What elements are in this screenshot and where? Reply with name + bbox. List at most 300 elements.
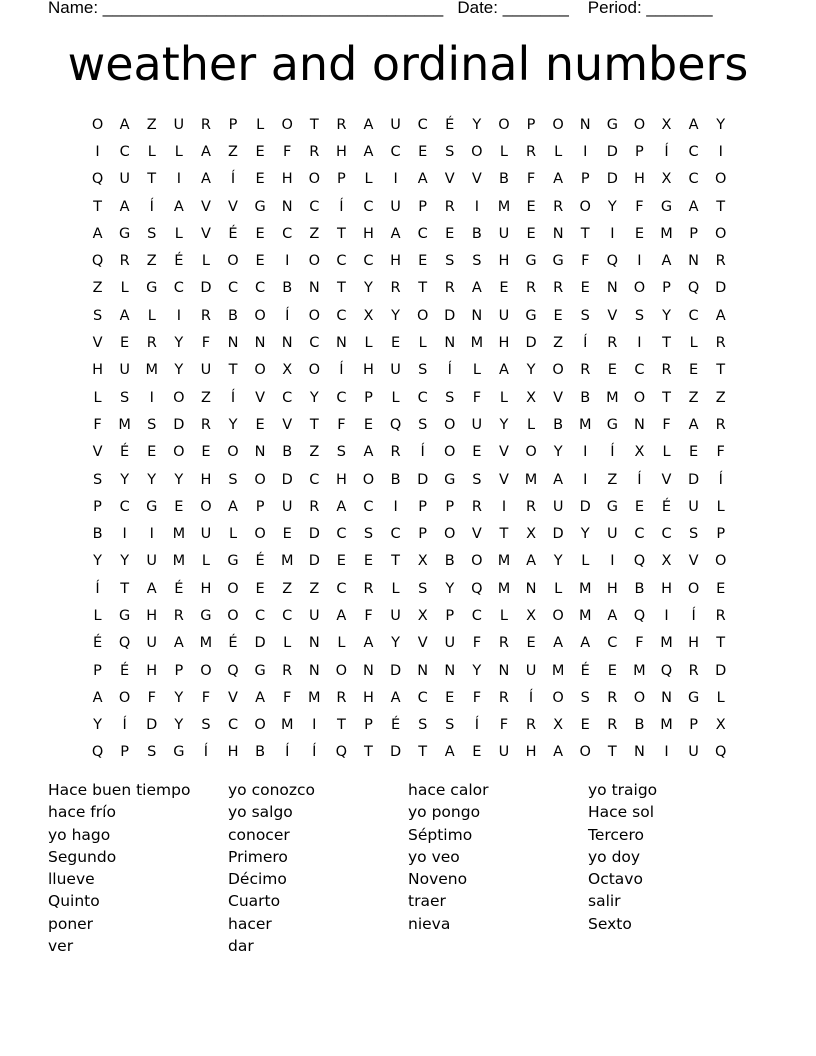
grid-letter: C bbox=[688, 171, 699, 188]
grid-letter: S bbox=[580, 307, 590, 324]
grid-letter: N bbox=[254, 444, 266, 461]
grid-letter: I bbox=[176, 307, 181, 324]
grid-letter: F bbox=[364, 607, 373, 624]
grid-letter: A bbox=[200, 171, 211, 188]
grid-letter: I bbox=[583, 471, 588, 488]
grid-letter: H bbox=[363, 362, 374, 379]
grid-letter: O bbox=[308, 362, 320, 379]
grid-letter: R bbox=[715, 607, 726, 624]
grid-letter: É bbox=[390, 717, 401, 734]
grid-letter: N bbox=[525, 580, 537, 597]
grid-letter: C bbox=[363, 253, 374, 270]
grid-letter: Y bbox=[472, 662, 482, 679]
grid-letter: R bbox=[607, 689, 618, 706]
grid-row bbox=[84, 548, 736, 575]
grid-letter: G bbox=[119, 225, 131, 242]
grid-letter: Í bbox=[610, 444, 615, 461]
grid-letter: B bbox=[634, 580, 645, 597]
grid-letter: G bbox=[254, 662, 266, 679]
grid-letter: S bbox=[120, 389, 130, 406]
grid-letter: D bbox=[254, 635, 266, 652]
grid-letter: C bbox=[227, 280, 239, 297]
grid-letter: O bbox=[633, 389, 646, 406]
grid-letter: S bbox=[147, 225, 157, 242]
grid-letter: X bbox=[526, 607, 537, 624]
grid-letter: H bbox=[92, 362, 103, 379]
grid-letter: O bbox=[200, 498, 212, 515]
grid-letter: M bbox=[660, 225, 673, 242]
grid-letter: T bbox=[716, 198, 726, 215]
grid-letter: L bbox=[716, 689, 725, 706]
word-column bbox=[408, 779, 588, 957]
grid-letter: T bbox=[120, 580, 130, 597]
grid-letter: N bbox=[308, 662, 320, 679]
grid-letter: E bbox=[255, 416, 265, 433]
grid-letter: P bbox=[418, 198, 428, 215]
grid-letter: H bbox=[633, 171, 645, 188]
grid-letter: C bbox=[688, 143, 699, 160]
grid-letter: P bbox=[662, 280, 671, 297]
grid-letter: C bbox=[417, 689, 428, 706]
grid-letter: M bbox=[280, 553, 294, 570]
grid-letter: P bbox=[526, 116, 536, 133]
grid-row bbox=[84, 329, 736, 356]
grid-letter: Z bbox=[200, 389, 211, 406]
grid-letter: V bbox=[471, 171, 482, 188]
grid-letter: V bbox=[417, 635, 428, 652]
grid-letter: V bbox=[200, 198, 211, 215]
grid-letter: U bbox=[200, 526, 212, 543]
grid-row bbox=[84, 520, 736, 547]
grid-letter: D bbox=[308, 553, 320, 570]
grid-letter: M bbox=[497, 553, 511, 570]
grid-letter: C bbox=[471, 607, 482, 624]
grid-letter: T bbox=[391, 553, 400, 570]
grid-letter: A bbox=[553, 171, 564, 188]
grid-letter: V bbox=[607, 307, 618, 324]
grid-letter: Y bbox=[553, 444, 563, 461]
grid-letter: V bbox=[471, 526, 482, 543]
grid-letter: Y bbox=[228, 416, 238, 433]
grid-letter: O bbox=[498, 116, 510, 133]
grid-letter: A bbox=[553, 635, 564, 652]
grid-letter: H bbox=[227, 744, 239, 761]
grid-letter: L bbox=[689, 335, 698, 352]
grid-letter: O bbox=[254, 307, 266, 324]
grid-letter: R bbox=[390, 280, 401, 297]
grid-letter: U bbox=[390, 116, 401, 133]
grid-letter: D bbox=[525, 335, 537, 352]
grid-letter: C bbox=[119, 498, 130, 515]
grid-letter: F bbox=[283, 689, 292, 706]
grid-letter: V bbox=[255, 389, 266, 406]
grid-letter: I bbox=[610, 553, 615, 570]
grid-letter: H bbox=[200, 580, 212, 597]
grid-letter: O bbox=[552, 362, 564, 379]
grid-letter: V bbox=[661, 471, 672, 488]
grid-letter: Y bbox=[174, 689, 184, 706]
grid-letter: E bbox=[363, 553, 374, 570]
grid-letter: É bbox=[92, 635, 103, 652]
grid-letter: L bbox=[93, 389, 102, 406]
grid-letter: U bbox=[552, 498, 564, 515]
grid-letter: Í bbox=[664, 143, 669, 160]
grid-letter: O bbox=[227, 253, 239, 270]
grid-letter: E bbox=[580, 280, 590, 297]
grid-letter: S bbox=[689, 526, 699, 543]
grid-letter: U bbox=[607, 526, 618, 543]
grid-letter: A bbox=[363, 116, 374, 133]
grid-letter: I bbox=[176, 171, 181, 188]
grid-letter: M bbox=[118, 416, 131, 433]
grid-letter: N bbox=[444, 335, 456, 352]
grid-letter: N bbox=[281, 335, 293, 352]
grid-letter: N bbox=[606, 280, 618, 297]
grid-letter: C bbox=[363, 498, 374, 515]
grid-letter: C bbox=[363, 198, 374, 215]
grid-letter: U bbox=[146, 553, 158, 570]
grid-letter: Í bbox=[285, 307, 290, 324]
grid-letter: R bbox=[309, 498, 320, 515]
grid-letter: U bbox=[200, 362, 212, 379]
grid-letter: E bbox=[418, 253, 428, 270]
grid-letter: N bbox=[579, 116, 591, 133]
grid-letter: N bbox=[633, 744, 645, 761]
grid-letter: U bbox=[146, 635, 158, 652]
grid-letter: Í bbox=[420, 444, 425, 461]
grid-letter: E bbox=[526, 225, 536, 242]
grid-letter: E bbox=[634, 498, 644, 515]
grid-letter: Y bbox=[553, 553, 563, 570]
grid-letter: R bbox=[688, 662, 699, 679]
grid-letter: E bbox=[255, 580, 265, 597]
grid-letter: L bbox=[418, 335, 427, 352]
grid-letter: A bbox=[363, 635, 374, 652]
grid-letter: C bbox=[255, 607, 266, 624]
grid-letter: A bbox=[119, 198, 130, 215]
grid-letter: A bbox=[471, 280, 482, 297]
grid-letter: G bbox=[227, 553, 239, 570]
grid-letter: R bbox=[200, 116, 211, 133]
grid-row bbox=[84, 357, 736, 384]
word-column bbox=[588, 779, 768, 957]
grid-letter: P bbox=[445, 498, 455, 515]
word-item: yo veo bbox=[408, 847, 460, 866]
grid-letter: M bbox=[308, 689, 321, 706]
grid-letter: I bbox=[149, 526, 154, 543]
grid-letter: Q bbox=[471, 580, 483, 597]
grid-letter: G bbox=[606, 498, 618, 515]
grid-row bbox=[84, 220, 736, 247]
grid-letter: T bbox=[716, 362, 726, 379]
grid-letter: Í bbox=[285, 744, 290, 761]
grid-row bbox=[84, 138, 736, 165]
grid-letter: M bbox=[497, 198, 511, 215]
header-fields bbox=[48, 0, 748, 19]
grid-letter: T bbox=[716, 635, 726, 652]
grid-letter: D bbox=[417, 471, 429, 488]
grid-letter: E bbox=[689, 362, 699, 379]
grid-letter: R bbox=[715, 335, 726, 352]
grid-row bbox=[84, 411, 736, 438]
grid-letter: S bbox=[445, 389, 455, 406]
grid-letter: T bbox=[499, 526, 509, 543]
grid-letter: N bbox=[308, 635, 320, 652]
grid-letter: A bbox=[444, 744, 455, 761]
grid-letter: O bbox=[633, 689, 646, 706]
grid-letter: Z bbox=[309, 225, 320, 242]
grid-letter: R bbox=[444, 198, 455, 215]
grid-letter: E bbox=[147, 444, 157, 461]
grid-letter: R bbox=[661, 362, 672, 379]
grid-letter: L bbox=[527, 416, 536, 433]
grid-letter: F bbox=[499, 717, 509, 734]
grid-letter: M bbox=[660, 635, 673, 652]
grid-letter: F bbox=[472, 635, 482, 652]
grid-letter: A bbox=[526, 553, 536, 570]
grid-letter: F bbox=[662, 416, 671, 433]
word-column bbox=[48, 779, 228, 957]
grid-letter: H bbox=[281, 171, 293, 188]
grid-row bbox=[84, 739, 736, 766]
grid-letter: Y bbox=[391, 307, 400, 324]
grid-letter: R bbox=[715, 253, 726, 270]
grid-letter: Í bbox=[230, 171, 236, 188]
grid-letter: S bbox=[228, 471, 238, 488]
grid-letter: O bbox=[416, 307, 429, 324]
word-bank bbox=[48, 779, 788, 957]
grid-letter: B bbox=[444, 553, 455, 570]
grid-letter: A bbox=[336, 607, 347, 624]
grid-letter: Í bbox=[203, 744, 209, 761]
grid-letter: G bbox=[444, 471, 456, 488]
grid-letter: A bbox=[363, 444, 374, 461]
grid-row bbox=[84, 712, 736, 739]
grid-letter: I bbox=[393, 171, 398, 188]
grid-letter: V bbox=[92, 444, 103, 461]
grid-letter: É bbox=[228, 635, 238, 652]
grid-letter: Y bbox=[607, 198, 617, 215]
letter-grid bbox=[84, 111, 736, 766]
grid-letter: P bbox=[635, 143, 644, 160]
grid-letter: Í bbox=[339, 362, 344, 379]
grid-letter: M bbox=[578, 416, 592, 433]
grid-letter: M bbox=[280, 717, 294, 734]
grid-letter: T bbox=[309, 116, 319, 133]
grid-letter: O bbox=[281, 116, 293, 133]
grid-letter: I bbox=[501, 498, 507, 515]
grid-letter: E bbox=[255, 253, 265, 270]
grid-letter: X bbox=[526, 389, 537, 406]
grid-letter: O bbox=[362, 471, 375, 488]
grid-letter: A bbox=[688, 198, 699, 215]
word-item: yo hago bbox=[48, 825, 111, 844]
grid-letter: I bbox=[393, 498, 398, 515]
grid-letter: D bbox=[444, 307, 456, 324]
word-item: Cuarto bbox=[228, 892, 281, 911]
date-field-label: Date: _______ bbox=[457, 0, 569, 17]
grid-letter: L bbox=[391, 580, 400, 597]
grid-letter: D bbox=[552, 526, 564, 543]
word-item: hace frío bbox=[48, 803, 116, 822]
grid-letter: T bbox=[93, 198, 102, 215]
grid-letter: I bbox=[149, 389, 154, 406]
name-field-label: Name: ____________________________________ bbox=[48, 0, 444, 17]
grid-letter: E bbox=[390, 335, 401, 352]
grid-row bbox=[84, 575, 736, 602]
grid-letter: F bbox=[283, 143, 292, 160]
word-item: Segundo bbox=[48, 847, 117, 866]
grid-letter: X bbox=[417, 607, 428, 624]
grid-letter: E bbox=[472, 444, 482, 461]
grid-letter: D bbox=[579, 498, 591, 515]
grid-letter: O bbox=[444, 416, 456, 433]
grid-letter: V bbox=[498, 471, 509, 488]
grid-letter: U bbox=[525, 662, 537, 679]
grid-letter: G bbox=[146, 280, 158, 297]
grid-letter: M bbox=[199, 635, 213, 652]
grid-letter: T bbox=[309, 416, 319, 433]
grid-letter: C bbox=[417, 116, 428, 133]
grid-letter: N bbox=[552, 225, 564, 242]
grid-letter: E bbox=[526, 198, 536, 215]
grid-letter: Í bbox=[230, 389, 236, 406]
grid-letter: A bbox=[580, 635, 591, 652]
grid-letter: H bbox=[335, 143, 347, 160]
grid-letter: O bbox=[633, 116, 646, 133]
grid-letter: O bbox=[308, 171, 320, 188]
grid-letter: P bbox=[337, 171, 346, 188]
grid-letter: L bbox=[120, 280, 129, 297]
grid-letter: E bbox=[255, 143, 265, 160]
grid-letter: L bbox=[662, 444, 671, 461]
grid-letter: A bbox=[553, 744, 564, 761]
grid-letter: B bbox=[255, 744, 266, 761]
grid-letter: O bbox=[579, 744, 591, 761]
grid-letter: S bbox=[147, 744, 157, 761]
grid-letter: Í bbox=[447, 362, 452, 379]
grid-letter: S bbox=[418, 362, 428, 379]
grid-letter: U bbox=[281, 498, 293, 515]
grid-letter: D bbox=[715, 662, 727, 679]
grid-letter: I bbox=[122, 526, 127, 543]
grid-letter: T bbox=[662, 335, 671, 352]
grid-letter: É bbox=[255, 553, 265, 570]
grid-letter: Y bbox=[391, 635, 400, 652]
grid-letter: V bbox=[688, 553, 699, 570]
grid-letter: X bbox=[553, 717, 564, 734]
word-item: salir bbox=[588, 892, 621, 911]
grid-row bbox=[84, 630, 736, 657]
word-item: traer bbox=[408, 892, 446, 911]
grid-letter: E bbox=[282, 526, 292, 543]
grid-letter: O bbox=[444, 444, 456, 461]
grid-letter: O bbox=[633, 280, 646, 297]
grid-letter: A bbox=[92, 225, 103, 242]
grid-letter: M bbox=[578, 607, 592, 624]
grid-letter: L bbox=[581, 553, 590, 570]
grid-letter: U bbox=[688, 498, 699, 515]
grid-letter: E bbox=[472, 744, 482, 761]
grid-letter: O bbox=[227, 444, 239, 461]
grid-letter: M bbox=[578, 580, 592, 597]
grid-letter: V bbox=[553, 389, 564, 406]
grid-letter: É bbox=[228, 225, 238, 242]
grid-letter: M bbox=[551, 662, 565, 679]
grid-letter: I bbox=[637, 335, 642, 352]
grid-letter: U bbox=[444, 635, 456, 652]
grid-row bbox=[84, 684, 736, 711]
grid-letter: Í bbox=[122, 717, 127, 734]
grid-letter: Z bbox=[146, 116, 157, 133]
grid-letter: R bbox=[715, 416, 726, 433]
grid-letter: H bbox=[688, 635, 700, 652]
grid-letter: Q bbox=[91, 253, 104, 270]
grid-letter: M bbox=[606, 389, 619, 406]
grid-letter: G bbox=[660, 198, 673, 215]
grid-letter: D bbox=[281, 471, 293, 488]
grid-letter: A bbox=[688, 116, 699, 133]
grid-letter: R bbox=[282, 662, 293, 679]
grid-row bbox=[84, 384, 736, 411]
word-column bbox=[228, 779, 408, 957]
grid-letter: I bbox=[285, 253, 290, 270]
word-item: Primero bbox=[228, 847, 288, 866]
grid-letter: E bbox=[607, 662, 617, 679]
grid-letter: Y bbox=[120, 471, 130, 488]
grid-letter: O bbox=[552, 689, 564, 706]
grid-letter: L bbox=[93, 607, 102, 624]
grid-letter: U bbox=[471, 416, 483, 433]
grid-letter: S bbox=[92, 471, 103, 488]
grid-letter: Y bbox=[174, 471, 184, 488]
grid-letter: C bbox=[227, 717, 239, 734]
grid-letter: D bbox=[715, 280, 727, 297]
grid-letter: P bbox=[228, 116, 238, 133]
grid-letter: É bbox=[580, 662, 590, 679]
grid-letter: A bbox=[255, 689, 266, 706]
grid-letter: P bbox=[716, 526, 726, 543]
grid-letter: T bbox=[336, 717, 346, 734]
grid-letter: N bbox=[308, 280, 320, 297]
grid-letter: A bbox=[336, 498, 347, 515]
grid-letter: X bbox=[661, 116, 672, 133]
grid-letter: A bbox=[607, 607, 618, 624]
word-item: yo doy bbox=[588, 847, 641, 866]
grid-letter: Z bbox=[92, 280, 103, 297]
grid-letter: P bbox=[689, 717, 698, 734]
grid-letter: É bbox=[445, 116, 455, 133]
grid-letter: A bbox=[553, 471, 564, 488]
grid-letter: Q bbox=[335, 744, 348, 761]
grid-letter: R bbox=[200, 307, 211, 324]
grid-letter: R bbox=[336, 116, 347, 133]
grid-letter: O bbox=[254, 717, 266, 734]
grid-letter: X bbox=[282, 362, 293, 379]
grid-letter: Q bbox=[606, 253, 619, 270]
grid-letter: H bbox=[335, 471, 347, 488]
grid-letter: P bbox=[93, 662, 102, 679]
grid-letter: H bbox=[498, 335, 510, 352]
grid-letter: S bbox=[445, 143, 455, 160]
grid-letter: A bbox=[119, 307, 130, 324]
grid-letter: O bbox=[308, 253, 320, 270]
word-item: Octavo bbox=[588, 870, 643, 889]
grid-letter: H bbox=[661, 580, 672, 597]
grid-letter: V bbox=[444, 171, 455, 188]
grid-letter: U bbox=[119, 362, 130, 379]
grid-letter: O bbox=[471, 553, 483, 570]
